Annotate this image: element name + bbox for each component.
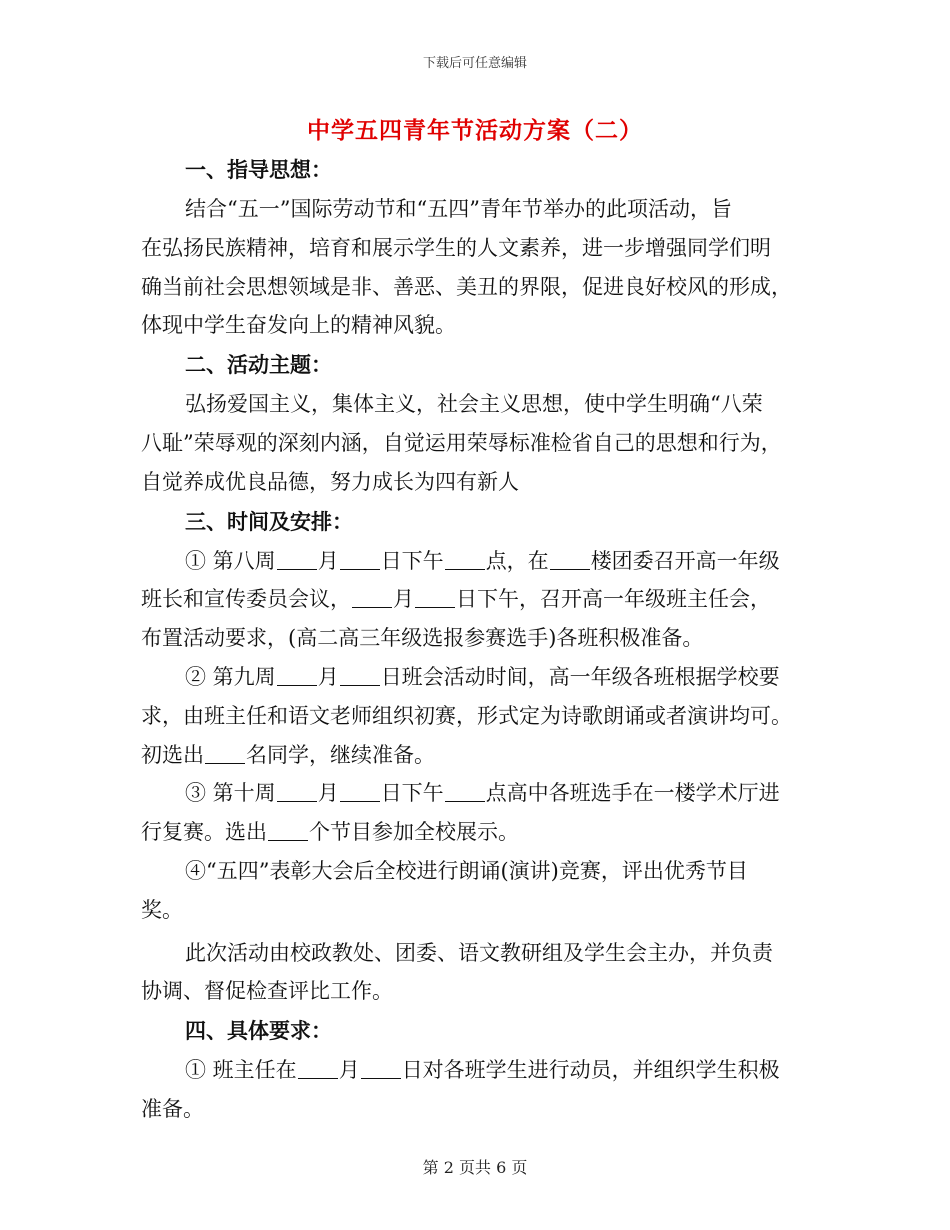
fill-blank [205, 741, 245, 764]
paragraph-line: 体现中学生奋发向上的精神风貌。 [141, 313, 456, 338]
text-span: 名同学，继续准备。 [246, 742, 435, 767]
section-heading-theme: 二、活动主题： [185, 352, 332, 378]
text-span: 行复赛。选出 [141, 820, 267, 845]
paragraph-line: 此次活动由校政教处、团委、语文教研组及学生会主办，并负责 [185, 940, 773, 965]
fill-blank [268, 818, 308, 841]
fill-blank [298, 1056, 338, 1079]
fill-blank [340, 779, 380, 802]
page-number-footer: 第 2 页共 6 页 [422, 1158, 528, 1177]
schedule-item-2 [141, 658, 809, 697]
fill-blank [277, 779, 317, 802]
fill-blank [445, 779, 485, 802]
fill-blank [340, 663, 380, 686]
paragraph-line: 八耻”荣辱观的深刻内涵，自觉运用荣辱标准检省自己的思想和行为， [141, 430, 782, 455]
paragraph-line: 自觉养成优良品德，努力成长为四有新人 [141, 469, 519, 494]
text-span: 日班会活动时间，高一年级各班根据学校要 [380, 664, 780, 689]
text-span: 月 [393, 587, 414, 612]
schedule-item-2-line-3 [141, 736, 809, 775]
requirement-item-1 [141, 1051, 809, 1090]
paragraph-line: 结合“五一”国际劳动节和“五四”青年节举办的此项活动，旨 [185, 197, 732, 221]
fill-blank [415, 585, 455, 608]
fill-blank [277, 663, 317, 686]
header-note: 下载后可任意编辑 [422, 56, 527, 71]
section-heading-guiding-idea: 一、指导思想： [185, 157, 332, 182]
text-span: 点高中各班选手在一楼学术厅进 [485, 781, 780, 806]
text-span: 月 [317, 781, 339, 806]
fill-blank [445, 547, 485, 570]
text-span: 月 [317, 548, 339, 573]
text-span: 月 [317, 664, 339, 689]
fill-blank [340, 547, 380, 570]
fill-blank [352, 585, 392, 608]
schedule-item-4: ④“五四”表彰大会后全校进行朗诵(演讲)竞赛，评出优秀节目 [185, 858, 748, 883]
fill-blank [361, 1056, 401, 1079]
text-span: 日下午，召开高一年级班主任会， [456, 587, 771, 612]
paragraph-line: 布置活动要求，(高二高三年级选报参赛选手)各班积极准备。 [141, 626, 704, 651]
paragraph-line: 在弘扬民族精神，培育和展示学生的人文素养，进一步增强同学们明 [141, 235, 771, 260]
text-span: ③ 第十周 [185, 781, 276, 806]
fill-blank [550, 547, 590, 570]
text-span: 个节目参加全校展示。 [309, 820, 519, 845]
text-span: 初选出 [141, 742, 204, 767]
text-span: 日下午 [380, 548, 444, 573]
schedule-item-1 [141, 542, 809, 581]
paragraph-line: 准备。 [141, 1096, 204, 1121]
paragraph-line: 确当前社会思想领域是非、善恶、美丑的界限，促进良好校风的形成， [141, 274, 792, 299]
paragraph-line: 协调、督促检查评比工作。 [141, 979, 393, 1004]
text-span: ① 第八周 [185, 548, 276, 573]
document-title: 中学五四青年节活动方案（二） [307, 117, 643, 144]
paragraph-line: 奖。 [141, 897, 183, 922]
text-span: 楼团委召开高一年级 [590, 548, 780, 573]
text-span: 日下午 [380, 781, 444, 806]
paragraph-line: 求，由班主任和语文老师组织初赛，形式定为诗歌朗诵或者演讲均可。 [141, 703, 792, 728]
paragraph-line: 弘扬爱国主义，集体主义，社会主义思想，使中学生明确“八荣 [185, 392, 763, 417]
text-span: ② 第九周 [185, 664, 276, 689]
fill-blank [277, 547, 317, 570]
schedule-item-1-line-2 [141, 580, 809, 619]
text-span: 月 [338, 1058, 360, 1083]
text-span: 点，在 [485, 548, 549, 573]
document-body [141, 150, 809, 1129]
section-heading-schedule: 三、时间及安排： [185, 508, 353, 534]
text-span: 班长和宣传委员会议， [141, 587, 351, 612]
schedule-item-3 [141, 774, 809, 813]
text-span: 日对各班学生进行动员，并组织学生积极 [401, 1058, 780, 1083]
text-span: ① 班主任在 [185, 1058, 297, 1083]
schedule-item-3-line-2 [141, 813, 809, 852]
section-heading-requirements: 四、具体要求： [185, 1018, 332, 1044]
